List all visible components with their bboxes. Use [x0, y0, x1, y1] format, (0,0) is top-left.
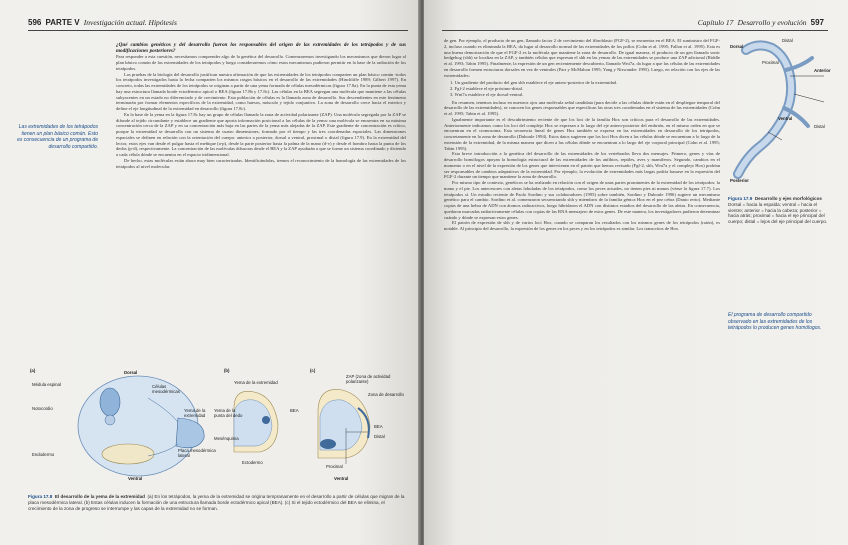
fig-c-label-distal: Distal [374, 434, 385, 439]
fig-a-label-dorsal: Dorsal [124, 370, 138, 375]
paragraph: de gen. Por ejemplo, el producto de un gen, llamado factor 2 de crecimiento del fibroblasto (FGF-2), se encuentra en el BEA. El suministro del FGF-2, incluso cuando es eliminada la BEA, da lugar al desarrollo normal de las extremidades de los pollos (Cohn et al. 1995; Fallon et al. 1995). Esta es una buena demostración de que el FGF-2 es la molécula que mantiene la zona de desarrollo. De igual manera, el producto de un gen llamado sonic hedgehog (shh) se localiza en la ZAP, y también células que expresan el shh en las yemas de las extremidades se produce una ZAP adicional (Riddle et al. 1993; Tabin 1995). Finalmente, la expresión de un gen recientemente descubierto, llamado Wnt7a, da lugar a que las células de las extremidades en desarrollo formen estructuras dorsales en vez de ventrales (Parr y McMahon 1995; Yang y Niswander 1995). Luego, en relación con los ejes de las extremidades: [444, 38, 720, 78]
caption-label: Figura 17.9 [728, 196, 753, 201]
paragraph: Para responder a esta cuestión, necesitamos comprender algo de la genética del desarrollo. Comenzaremos investigando los mecanismos que dieron lugar al plan básico común de las extremidades de los tetrápodos y luego consideraremos cómo estos mecanismos pudieron permitir en la base de la radiación de los tetrápodos. [116, 54, 406, 71]
paragraph: Las pruebas de la biología del desarrollo justifican nuestra afirmación de que las extremidades de los tetrápodos comparten un plan básico común -todos los tetrápodos investigados hasta la fecha comparten los mismos rasgos básicos en el desarrollo de las extremidades (Hinchliffe 1989; Gilbert 1997). En concreto, todas las extremidades de los tetrápodos se originan a partir de una yema formada de células mesodérmicas (figura 17.8a). En la punta de esta yema hay una estructura llamada borde ectodérmico apical o BEA (figura 17.8b y 17.8c). Las células en la BEA segregan una molécula que mantiene a las células subyacentes en un estado no diferenciado y de crecimiento. Esta población de células es la llamada zona de desarrollo. Sus descendientes en este fenómeno terminarán por formar elementos específicos de la extremidad, como huesos, músculo y tejido conjuntivo. La zona de desarrollo crece hacia el exterior y define el eje longitudinal de la extremidad en desarrollo (figura 17.8c). [116, 71, 406, 112]
left-page-number: 596 [28, 18, 42, 27]
left-page [0, 0, 420, 545]
fig-b-label-mesenchyme: Mesénquima [214, 436, 239, 441]
paragraph: Esta breve introducción a la genética del desarrollo de las extremidades de los vertebrados lleva dos mensajes. Primero, genes y vías de desarrollo homólogos apoyan la homología estructural de las extremidades de los anfibios, reptiles, aves y mamíferos. Segundo, cambios en el momento o en el nivel de la expresión de los genes que intervienen en el patrón que hemos revisado (Fgf-2, shh, Wnt7a y el complejo Hox) podrían ser responsables de cambios adaptativos de la extremidad. Por ejemplo, la evolución de extremidades más largas podría basarse en la expresión del FGF-2 durante un tiempo que mantiene la zona de desarrollo. [444, 151, 720, 180]
fig-a-label-spinal-cord: Médula espinal [32, 382, 61, 387]
list-item: 3. Wnt7a establece el eje dorsal-ventral. [450, 91, 524, 97]
fig9-label-proximal: Proximal [762, 60, 779, 65]
salamander-drawing [728, 36, 840, 186]
left-margin-note: Las extremidades de los tetrápodos tienen un plan básico común. Esto es consecuencia de un programa de desarrollo compartido. [17, 124, 98, 150]
fig-c-label-ventral: Ventral [334, 476, 349, 481]
paragraph: De hecho, estas moléculas están ahora muy bien caracterizadas. Identificándolas, iremos el reconocimiento de la homología de las extremidades de los tetrápodos al nivel molecular. [116, 157, 406, 169]
paragraph: En resumen, tenemos incluso en nuestros ojos una molécula señal candidata (para decirle a las células dónde están en el despliegue temporal del desarrollo de las extremidades), se conocen los genes responsables que especifican las otras tres coordenadas en el sistema de las extremidades (Cohn et al. 1995; Tabin et al. 1995). [444, 99, 720, 116]
fig9-label-posterior: Posterior [730, 178, 749, 183]
caption-title: Desarrollo y ejes morfológicos [754, 196, 822, 201]
caption-text: Dorsal = hacia la espalda; ventral = hacia el vientre; anterior = hacia la cabeza; posterior = hacia atrás; proximal = hacia el eje principal del cuerpo; distal = lejos del eje principal del cuerpo. [728, 201, 828, 225]
fig9-label-anterior: Anterior [814, 68, 831, 73]
right-running-header [698, 18, 824, 27]
fig-c-label-aer-2: BEA [374, 424, 383, 429]
fig-a-label-notochord: Notocordio [32, 406, 53, 411]
header-rule [28, 30, 408, 31]
figure-17-8-caption [28, 494, 408, 511]
fig9-label-dorsal: Dorsal [730, 44, 744, 49]
right-text-column [444, 38, 720, 232]
fig9-label-ventral: Ventral [778, 116, 793, 121]
caption-text: (a) En los tetrápodos, la yema de la extremidad se origina tempranamente en el desarrollo a partir de células que migran de la placa mesodérmica lateral. (b) Estas células inducen la formación de una estructura llamada borde ectodérmico apical (BEA). (c) Si el tejido ectodérmico del BEA se elimina, el crecimiento de la zona de progreso se interrumpe y las capas de la extremidad no se forman. [28, 494, 405, 511]
figure-17-9 [728, 36, 840, 186]
fig-c-label-aer-1: BEA [290, 408, 299, 413]
chapter-label: Capítulo 17 [697, 18, 734, 27]
panel-label-b: (b) [224, 368, 230, 373]
fig-a-label-endoderm: Endodermo [32, 452, 55, 457]
fig-a-label-ventral: Ventral [128, 476, 143, 481]
right-page-number: 597 [810, 18, 824, 27]
figure-17-8 [28, 368, 408, 488]
fig-a-label-lateral-plate: Placa mesodérmica lateral [178, 448, 216, 458]
left-running-header [28, 18, 177, 27]
fig-c-label-zpa: ZAP (zona de actividad polarizante) [346, 374, 391, 384]
fig-c-label-proximal: Proximal [326, 464, 343, 469]
left-running-title: Investigación actual. Hipótesis [83, 18, 177, 27]
figure-17-8-drawing [28, 368, 408, 488]
paragraph: Por mismo tipo de contexto, genéticos se ha realizado en relación con el origen de unas partes prominentes de la extremidad de los tetrápodos: la mano y el pie. Los antecesores con aletas lobuladas de los tetrápodos, como los peces actuales, no tienen pies ni manos (véase la figura 17.7). Los tetrápodos sí. Un estudio reciente de Paolo Sordino y sus colaboradores (1995) sobre también, Sordino y Duboule 1996) sugiere un mecanismo genético para el cambio. Sordino et al. comenzaron secuenciando shh y miembros de la familia génica Hox en el pez cebra (Danio rerio). Mediante copias de una hebra de ADN con átomos radioactivos, luego hibridaron el ADN con distintos estadios del desarrollo de las aletas. En consecuencia, quedaron marcadas radiactivamente células con copias de las RNA mensajero de estos genes. De este manera, los investigadores pudieron determinar cuándo y dónde se expresan estos genes. [444, 180, 720, 220]
left-text-column [116, 42, 406, 169]
fig9-label-distal-1: Distal [782, 38, 793, 43]
list-item: 2. Fgf-2 establece el eje próximo-distal. [450, 86, 524, 91]
caption-title: El desarrollo de la yema de la extremidad [54, 494, 145, 499]
panel-label-c: (c) [310, 368, 316, 373]
fig-b-label-limb-bud: Yema de la extremidad [234, 380, 278, 385]
right-page [424, 0, 848, 545]
fig-a-label-limb-bud: Yema de la extremidad [184, 408, 206, 418]
fig-b-label-tip: Yema de la punta del dedo [214, 408, 243, 418]
panel-label-a: (a) [30, 368, 36, 373]
paragraph: El patrón de expresión de shh y de varios loci Hox, cuando se comparan los resultados con los mismos genes de los tetrápodos (ratón), es notable. Al principio del desarrollo, la expresión de los genes en los peces y en los tetrápodos es similar. Los transcritos de Hox. [444, 220, 720, 231]
axis-list [444, 80, 720, 97]
right-running-title: Desarrollo y evolución [737, 18, 807, 27]
part-label: PARTE V [45, 18, 80, 27]
caption-label: Figura 17.8 [28, 494, 53, 499]
paragraph: Igualmente importante es el descubrimiento reciente de que los loci de la familia Hox son críticos para el desarrollo de las extremidades. Anteriormente indicamos como los loci del complejo Hox se expresan a lo largo del eje antero-posterior del embrión, en el mismo orden en que se encuentran en el cromosoma. Esta secuencia lineal de genes Hox también se expresa en las extremidades en desarrollo de los tetrápodos, concretamente en la zona de desarrollo (Duboule 1994). Estos datos sugieren que los loci Hox dicen a las células dónde se encuentran a lo largo de la extensión de la extremidad, de la misma manera que dicen a las células dónde se encuentran a lo largo del eje corporal principal (Cohn et al. 1995; Tabin 1995). [444, 116, 720, 151]
paragraph: En la base de la yema en la figura 17.8c hay un grupo de células llamado la zona de actividad polarizante (ZAP). Una molécula segregada por la ZAP se difunde al tejido circundante y establece un gradiente que aporta información posicional a las células de la yema: una molécula se encuentra en su máxima concentración cerca de la ZAP y en su concentración más baja en las partes de la yema más alejadas de la ZAP. Este gradiente de concentración es crítico, porque la extremidad se desarrolla con un sistema de cuatro dimensiones, formado por el tiempo y las tres coordenadas espaciales. Las dimensiones espaciales se definen en relación con la orientación del cuerpo: anterior a posterior, dorsal a ventral, proximal o distal (figura 17.9). En la extremidad del lector, estos ejes van desde el pulgar hasta el meñique (a-p), desde la parte posterior hasta la palma de la mano (d-v) y desde el hombro hasta la punta de los dedos (p-d), respectivamente. La concentración de las moléculas difusoras desde el BEA y la ZAP ayudarán a que se forme un sistema coordinado y diciendo a cada célula dónde se encuentra en el espacio tridimensional. [116, 111, 406, 158]
figure-17-9-caption [728, 196, 832, 225]
right-margin-note: El programa de desarrollo compartido observado en las extremidades de los tetrápodos lo producen genes homólogos. [728, 312, 822, 332]
list-item: 1. Un gradiente del producto del gen shh establece el eje antero-posterior de la extremidad. [450, 80, 618, 86]
section-heading: ¿Qué cambios genéticos y del desarrollo fueron los responsables del origen de las extremidades de los tetrápodos y de sus modificaciones posteriores? [116, 42, 406, 55]
fig-c-label-progress-zone: Zona de desarrollo [368, 392, 404, 397]
fig-b-label-ectoderm: Ectodermo [242, 460, 263, 465]
fig9-label-distal-2: Distal [814, 124, 825, 129]
fig-a-label-mesoderm-cells: Células mesodérmicas [152, 384, 180, 394]
header-rule [442, 30, 828, 31]
